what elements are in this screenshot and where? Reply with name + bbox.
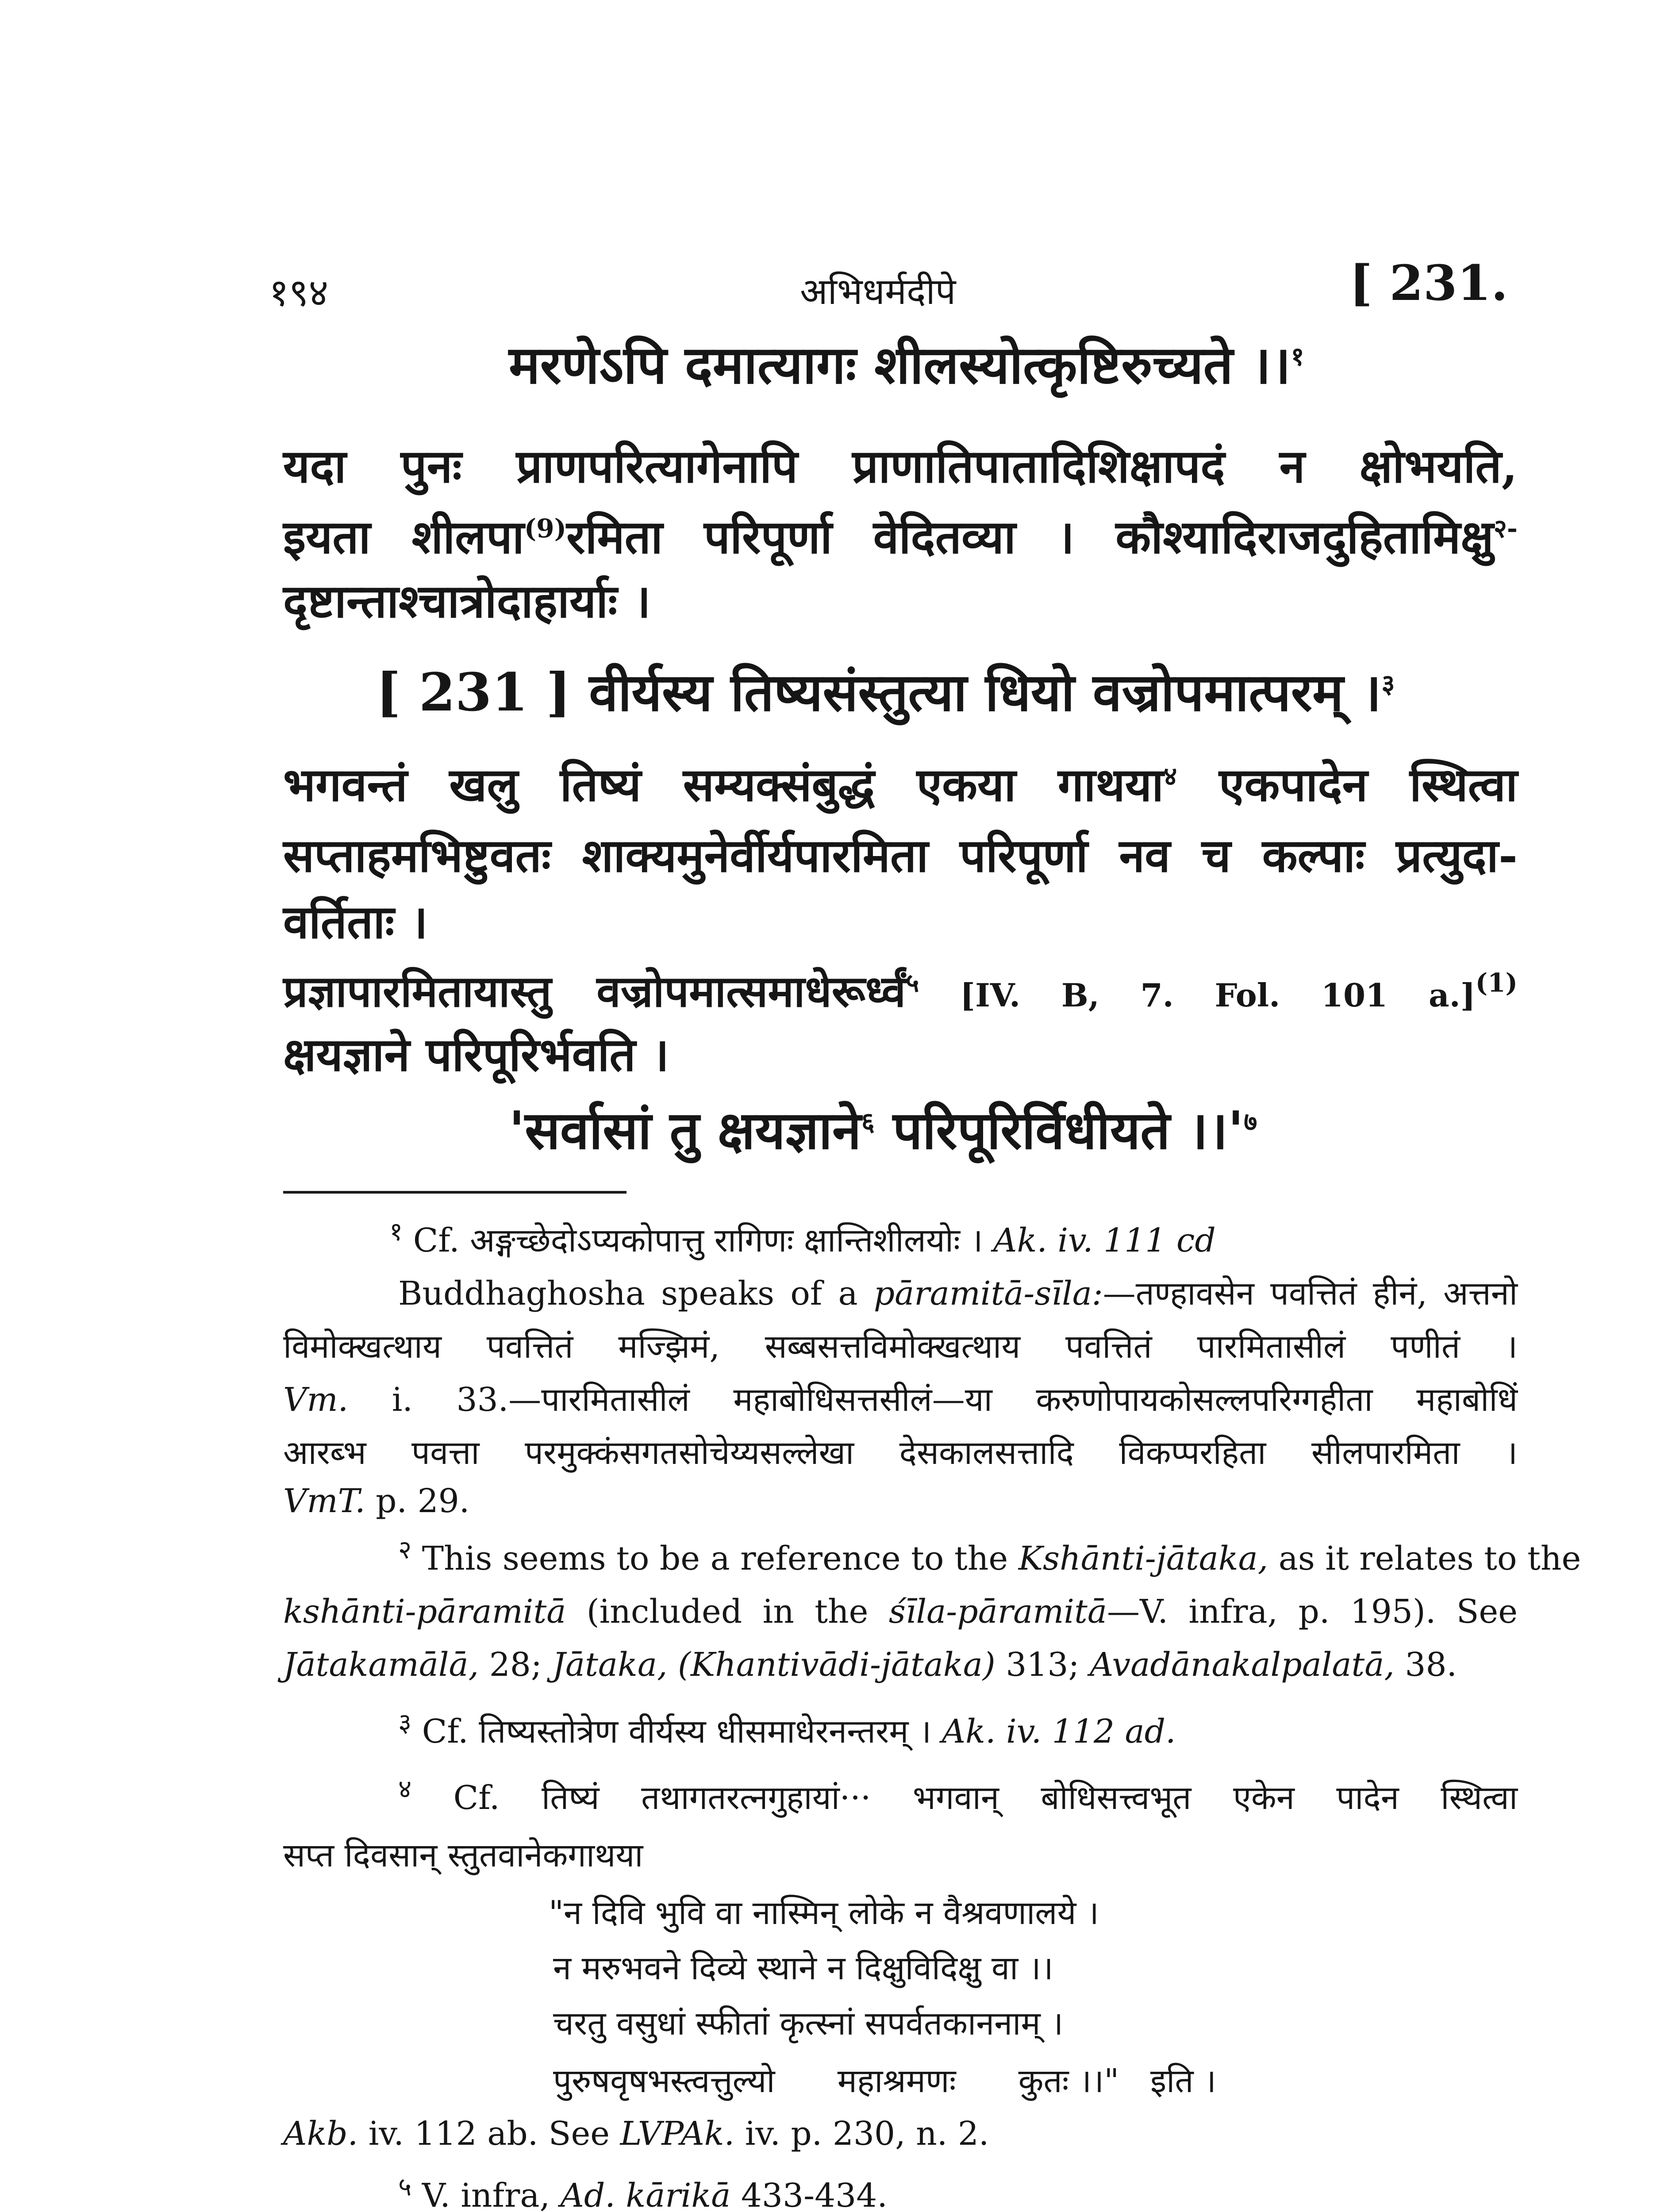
title: Jātakamālā, xyxy=(283,1646,479,1684)
footnote-4-line-2: सप्त दिवसान् स्तुतवानेकगाथया xyxy=(283,1836,643,1874)
paragraph-1-line-3: दृष्टान्ताश्चात्रोदाहार्याः । xyxy=(283,574,651,628)
footnote-text: as it relates to the xyxy=(1268,1540,1581,1578)
footnote-1-line-1 xyxy=(389,1217,1624,1261)
paragraph-2-line-2: सप्ताहमभिष्टुवतः शाक्यमुनेर्वीर्यपारमिता परिपूर्णा नव च कल्पाः प्रत्युदा- xyxy=(283,828,1518,883)
footnote-text: Buddhaghosha speaks of a xyxy=(398,1275,874,1313)
footnote-4-verse-4: पुरुषवृषभस्त्वत्तुल्यो महाश्रमणः कुतः ।।" इति । xyxy=(553,2062,1217,2100)
footnote-text: iv. 112 ab. See xyxy=(358,2115,620,2153)
folio-marker: (9) xyxy=(524,513,567,544)
footnote-text: 38. xyxy=(1394,1646,1457,1684)
citation: Ak. iv. 111 cd xyxy=(993,1221,1216,1260)
footnote-1-line-3: विमोक्खत्थाय पवत्तितं मज्झिमं, सब्बसत्तविमोक्खत्थाय पवत्तितं पारमितासीलं पणीतं । xyxy=(283,1328,1518,1366)
verse-3-text-a: 'सर्वासां तु क्षयज्ञाने xyxy=(509,1099,861,1161)
paragraph-2-line-1 xyxy=(283,752,1518,814)
footnote-2-line-3 xyxy=(283,1646,1518,1684)
footnote-5 xyxy=(398,2171,1633,2212)
running-title: अभिधर्मदीपे xyxy=(800,271,956,313)
footnote-4-verse-1: "न दिवि भुवि वा नास्मिन् लोके न वैश्रवणालये । xyxy=(549,1894,1099,1932)
paragraph-3-line-1 xyxy=(283,960,1518,1019)
footnote-1-line-4 xyxy=(283,1376,1518,1421)
footnote-rule xyxy=(283,1191,627,1194)
title: Jātaka, (Khantivādi-jātaka) xyxy=(552,1646,996,1684)
folio-marker: (1) xyxy=(1475,968,1518,998)
title: Kshānti-jātaka, xyxy=(1018,1540,1268,1578)
citation: Ad. kārikā xyxy=(560,2177,731,2212)
footnote-text: 433-434. xyxy=(730,2177,888,2212)
footnote-4-verse-3: चरतु वसुधां स्फीतां कृत्स्नां सपर्वतकाननाम् । xyxy=(553,2005,1064,2043)
paragraph-3-text: प्रज्ञापारमितायास्तु वज्रोपमात्समाधेरूर्ध्वं xyxy=(283,966,906,1017)
footnote-4-verse-2: न मरुभवने दिव्ये स्थाने न दिक्षुविदिक्षु वा ।। xyxy=(553,1949,1053,1987)
verse-3-text-b: परिपूरिर्विधीयते ।।' xyxy=(892,1099,1244,1161)
verse-line-3 xyxy=(509,1093,1257,1164)
paragraph-2-text-a: भगवन्तं खलु तिष्यं सम्यक्संबुद्धं एकया गाथया xyxy=(283,757,1164,812)
footnote-text: Cf. तिष्यं तथागतरत्नगुहायां··· भगवान् बोधिसत्त्वभूत एकेन पादेन स्थित्वा xyxy=(411,1779,1518,1817)
footnote-text: (included in the xyxy=(566,1593,889,1631)
paragraph-3-line-2: क्षयज्ञाने परिपूरिर्भवति । xyxy=(283,1027,669,1082)
term: śīla-pāramitā xyxy=(888,1593,1107,1631)
footnote-text: iv. p. 230, n. 2. xyxy=(734,2115,989,2153)
footnote-text: Cf. तिष्यस्तोत्रेण वीर्यस्य धीसमाधेरनन्तरम् । xyxy=(411,1713,942,1751)
paragraph-2-text-b: एकपादेन स्थित्वा xyxy=(1218,757,1518,812)
page-number: १९४ xyxy=(269,271,329,315)
folio-reference: [ 231. xyxy=(1349,254,1508,311)
footnote-2-line-2 xyxy=(283,1593,1518,1631)
footnote-text: 28; xyxy=(479,1646,553,1684)
footnote-2-line-1 xyxy=(398,1534,1581,1578)
footnote-4-reference xyxy=(283,2115,1518,2153)
verse-2-folio: [ 231 ] xyxy=(376,661,571,723)
verse-line-2 xyxy=(376,655,1395,726)
footnote-marker: ४ xyxy=(1164,761,1177,791)
footnote-number: ३ xyxy=(398,1707,412,1738)
footnote-number: ५ xyxy=(398,2171,412,2202)
paragraph-1-line-1: यदा पुनः प्राणपरित्यागेनापि प्राणातिपातादिशिक्षापदं न क्षोभयति, xyxy=(283,439,1518,493)
verse-line-1 xyxy=(509,327,1304,399)
term: kshānti-pāramitā xyxy=(283,1593,566,1631)
footnote-1-line-6 xyxy=(283,1482,1518,1520)
term: pāramitā-sīla: xyxy=(873,1275,1103,1313)
citation: LVPAk. xyxy=(620,2115,735,2153)
footnote-text: Cf. अङ्गच्छेदोऽप्यकोपात्तु रागिणः क्षान्तिशीलयोः । xyxy=(403,1221,994,1260)
title: Avadānakalpalatā, xyxy=(1089,1646,1395,1684)
verse-2-text: वीर्यस्य तिष्यसंस्तुत्या धियो वज्रोपमात्परम् । xyxy=(589,661,1382,723)
footnote-marker: ६ xyxy=(861,1106,875,1137)
footnote-1-line-2 xyxy=(398,1270,1518,1314)
footnote-marker: २- xyxy=(1493,513,1518,544)
footnote-3 xyxy=(398,1708,1633,1752)
verse-line-1-text: मरणेऽपि दमात्यागः शीलस्योत्कृष्टिरुच्यते ।। xyxy=(509,334,1291,396)
footnote-marker: ७ xyxy=(1244,1106,1257,1137)
paragraph-1-line-2 xyxy=(283,504,1518,567)
paragraph-1-text-b: रमिता परिपूर्णा वेदितव्या । कौश्यादिराजदुहितामिक्षु xyxy=(566,510,1494,564)
footnote-text: 313; xyxy=(995,1646,1090,1684)
footnote-4-line-1 xyxy=(398,1774,1518,1819)
manuscript-reference: [IV. B, 7. Fol. 101 a.] xyxy=(919,976,1476,1014)
footnote-text: This seems to be a reference to the xyxy=(411,1540,1019,1578)
footnote-number: १ xyxy=(389,1216,403,1247)
footnote-marker: १ xyxy=(1291,341,1304,372)
footnote-number: ४ xyxy=(398,1774,412,1804)
paragraph-2-line-3: वर्तिताः । xyxy=(283,895,428,949)
citation: Akb. xyxy=(283,2115,358,2153)
citation: VmT. xyxy=(283,1482,365,1520)
footnote-text: —V. infra, p. 195). See xyxy=(1107,1593,1518,1631)
footnote-number: २ xyxy=(398,1534,412,1565)
footnote-marker: ३ xyxy=(1381,668,1395,699)
footnote-text: p. 29. xyxy=(365,1482,470,1520)
footnote-marker: ५ xyxy=(906,968,919,998)
footnote-text: V. infra, xyxy=(411,2177,561,2212)
footnote-text: —तण्हावसेन पवत्तितं हीनं, अत्तनो xyxy=(1103,1275,1518,1313)
citation: Ak. iv. 112 ad. xyxy=(942,1713,1176,1751)
paragraph-1-text-a: इयता शीलपा xyxy=(283,510,524,564)
footnote-1-line-5: आरब्भ पवत्ता परमुक्कंसगतसोचेय्यसल्लेखा देसकालसत्तादि विकप्परहिता सीलपारमिता । xyxy=(283,1434,1518,1472)
citation: Vm. xyxy=(283,1381,349,1419)
footnote-text: i. 33.—पारमितासीलं महाबोधिसत्तसीलं—या करुणोपायकोसल्लपरिग्गहीता महाबोधिं xyxy=(348,1381,1518,1419)
